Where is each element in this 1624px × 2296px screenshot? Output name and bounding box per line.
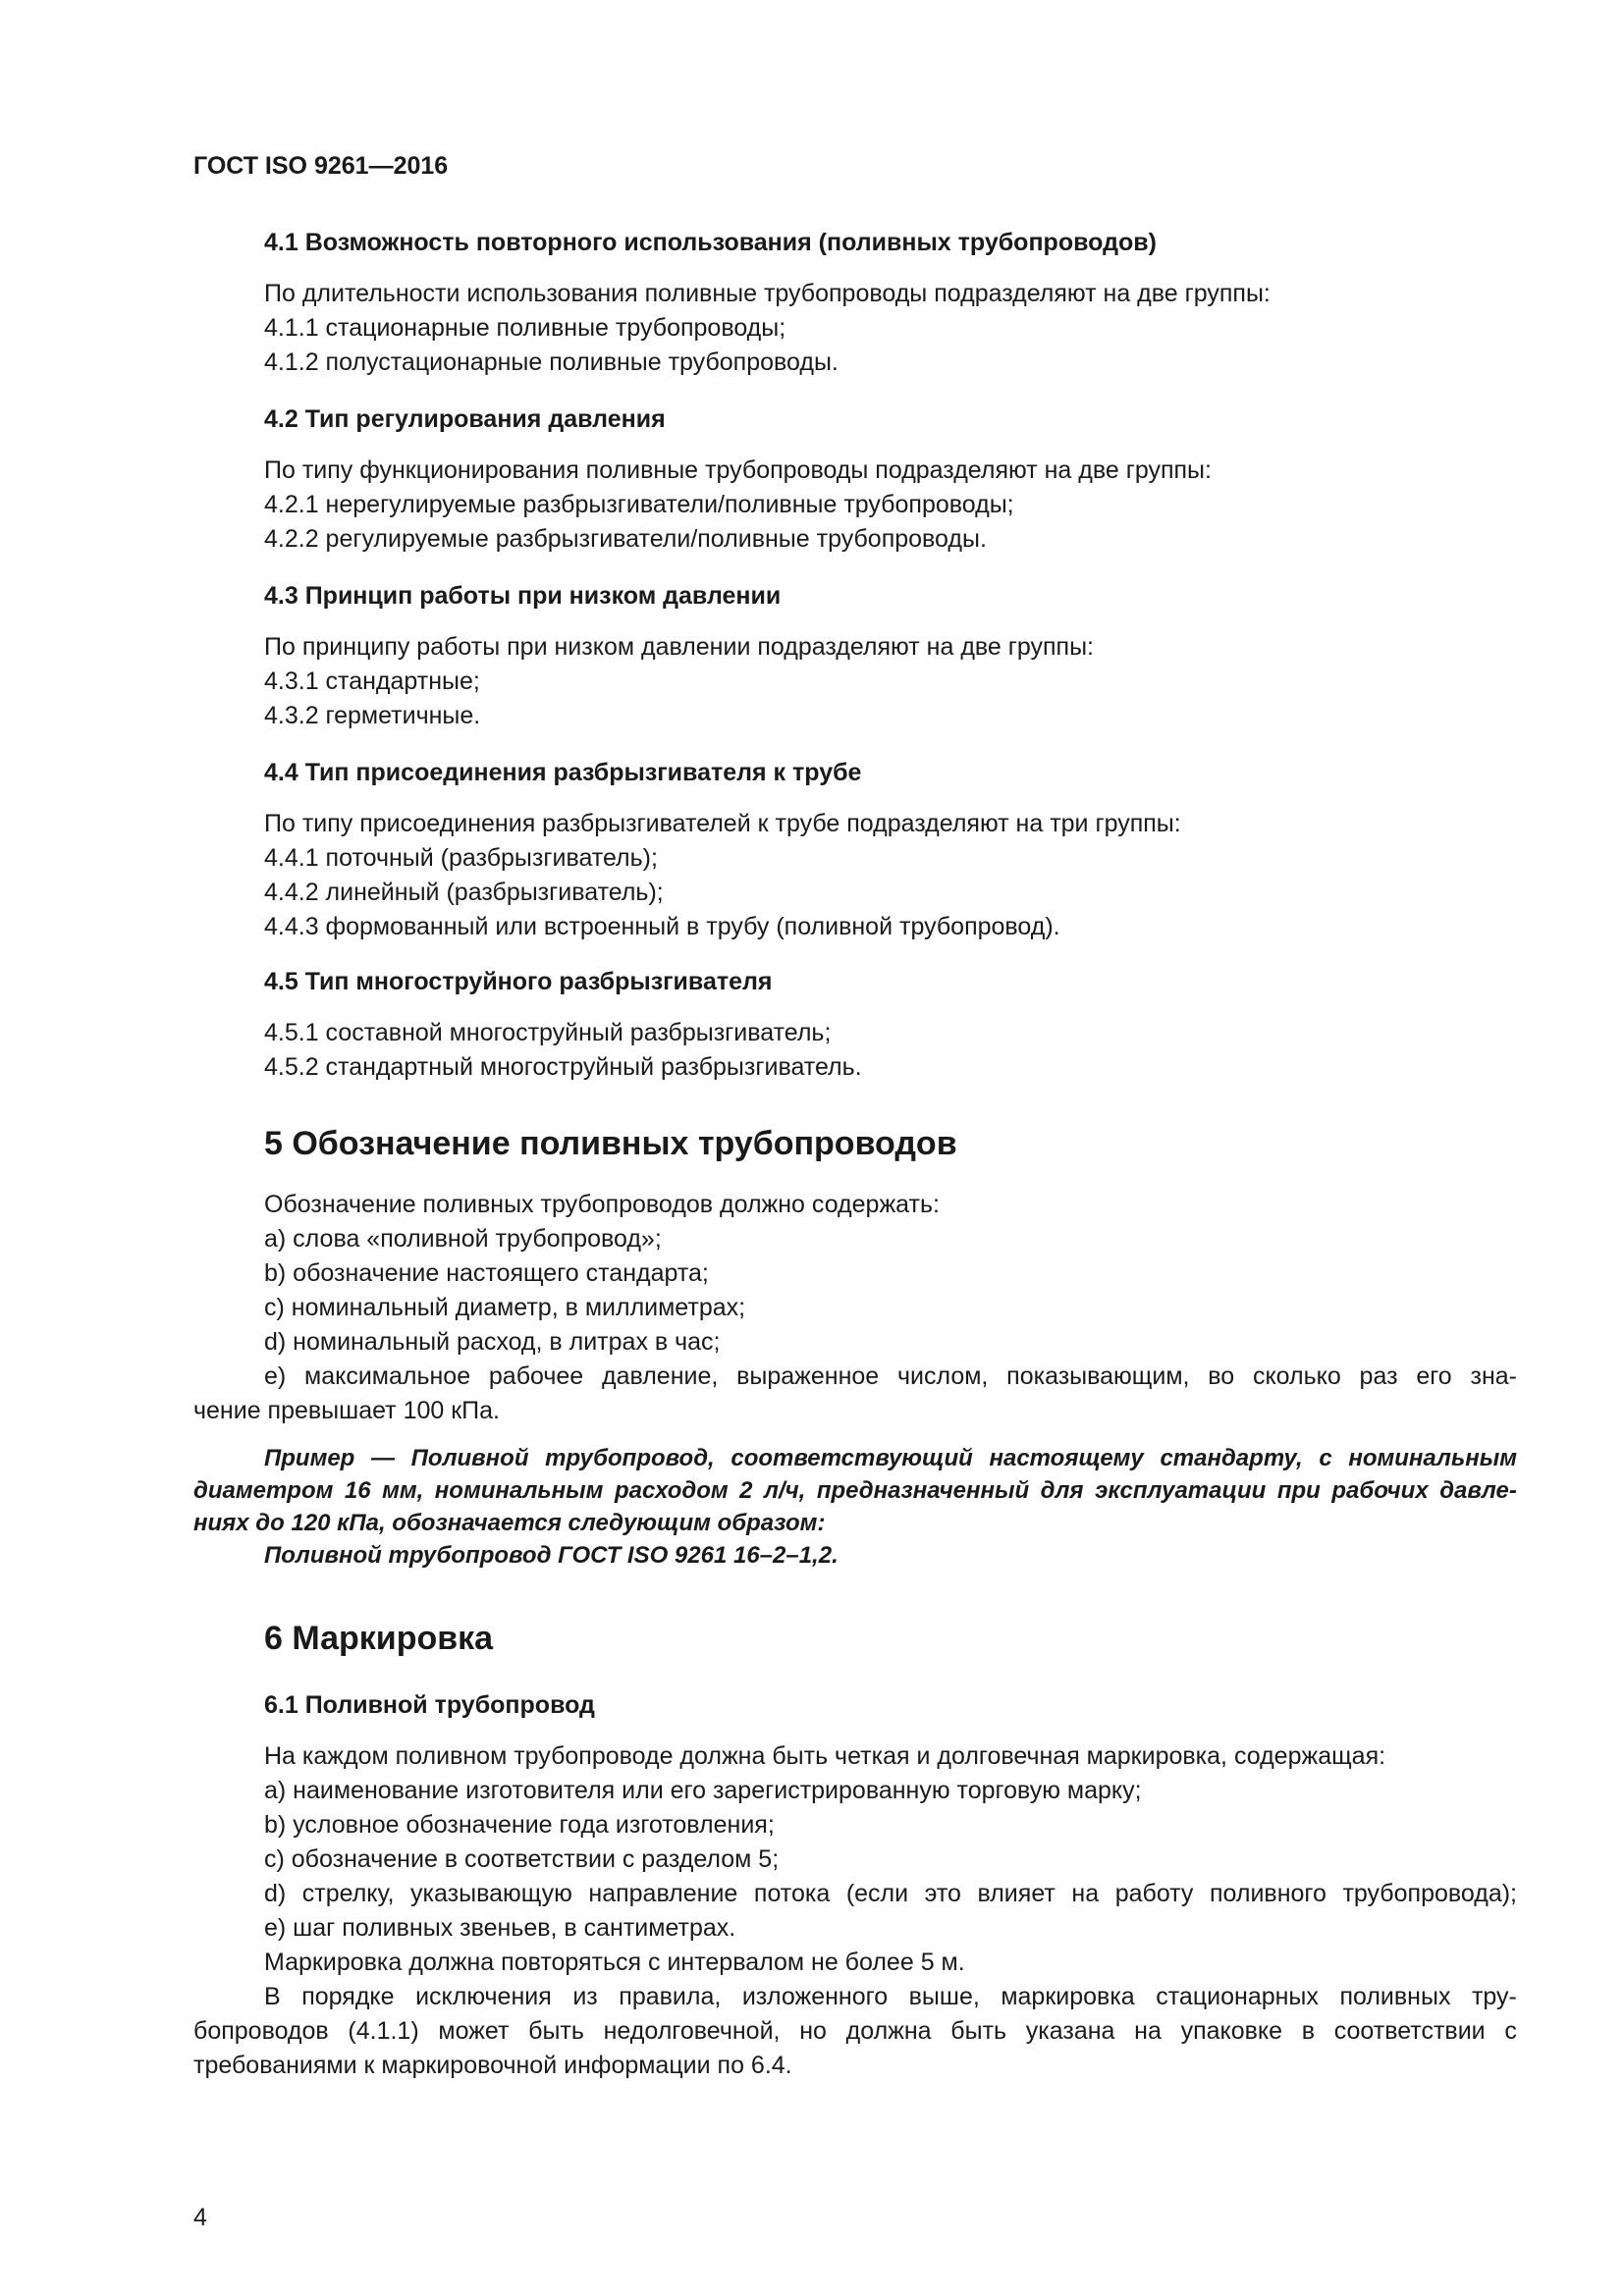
word: 16 xyxy=(344,1477,371,1504)
list-item: c) обозначение в соответствии с разделом 5; xyxy=(264,1845,780,1873)
word: бопроводов xyxy=(193,2017,329,2045)
word: (если xyxy=(845,1880,909,1907)
list-item: 4.4.3 формованный или встроенный в трубу (поливной трубопровод). xyxy=(264,913,1060,940)
word: может xyxy=(438,2017,510,2045)
word: но xyxy=(799,2017,827,2045)
section-6-title: 6 Маркировка xyxy=(264,1620,494,1657)
list-item: a) слова «поливной трубопровод»; xyxy=(264,1225,662,1253)
paragraph-line-3: требованиями к маркировочной информации по 6.4. xyxy=(193,2052,792,2079)
word: Пример xyxy=(264,1445,355,1471)
example-line-4: Поливной трубопровод ГОСТ ISO 9261 16–2–1,2. xyxy=(264,1542,839,1569)
word: предназначенный xyxy=(816,1477,1030,1504)
section-6-1-intro: На каждом поливном трубопроводе должна быть четкая и долговечная маркировка, содержащая: xyxy=(264,1742,1386,1770)
word: выраженное xyxy=(736,1362,880,1390)
word: d) xyxy=(264,1880,287,1907)
word: его xyxy=(1416,1362,1452,1390)
word: показывающим, xyxy=(1006,1362,1190,1390)
word: указывающую xyxy=(410,1880,572,1907)
list-item: 4.3.1 стандартные; xyxy=(264,667,480,695)
list-item-d xyxy=(264,1877,1517,1910)
word: во xyxy=(1208,1362,1235,1390)
section-4-2-intro: По типу функционирования поливные трубопроводы подразделяют на две группы: xyxy=(264,456,1212,484)
example-line-3: ниях до 120 кПа, обозначается следующим образом: xyxy=(193,1510,826,1536)
word: быть xyxy=(950,2017,1007,2045)
word: для xyxy=(1040,1477,1084,1504)
word: потока xyxy=(753,1880,831,1907)
word: соответствующий xyxy=(731,1445,973,1471)
marking-interval: Маркировка должна повторяться с интервалом не более 5 м. xyxy=(264,1949,965,1976)
word: стандарту, xyxy=(1160,1445,1303,1471)
word: из xyxy=(572,1983,598,2010)
word: — xyxy=(371,1445,395,1471)
word: направление xyxy=(588,1880,738,1907)
section-4-4-title: 4.4 Тип присоединения разбрызгивателя к трубе xyxy=(264,759,862,786)
word: расходом xyxy=(614,1477,729,1504)
word: поливного xyxy=(1209,1880,1326,1907)
list-item: 4.4.2 линейный (разбрызгиватель); xyxy=(264,879,664,906)
word: соответствии xyxy=(1333,2017,1486,2045)
word: указана xyxy=(1025,2017,1115,2045)
list-item: c) номинальный диаметр, в миллиметрах; xyxy=(264,1294,746,1321)
page-number: 4 xyxy=(193,2204,207,2231)
word: (4.1.1) xyxy=(348,2017,419,2045)
list-item: 4.1.2 полустационарные поливные трубопроводы. xyxy=(264,348,839,376)
list-item: 4.5.2 стандартный многоструйный разбрызгиватель. xyxy=(264,1053,862,1081)
document-code: ГОСТ ISO 9261—2016 xyxy=(193,152,449,180)
list-item: 4.3.2 герметичные. xyxy=(264,702,481,729)
example-line-2 xyxy=(193,1474,1517,1508)
word: с xyxy=(1504,2017,1517,2045)
word: эксплуатации xyxy=(1095,1477,1267,1504)
word: стационарных xyxy=(1156,1983,1319,2010)
section-4-1-intro: По длительности использования поливные трубопроводы подразделяют на две группы: xyxy=(264,280,1271,307)
word: с xyxy=(1319,1445,1332,1471)
word: влияет xyxy=(977,1880,1056,1907)
paragraph-line-2 xyxy=(193,2014,1517,2048)
word: порядке xyxy=(301,1983,395,2010)
list-item: 4.1.1 стационарные поливные трубопроводы; xyxy=(264,314,786,342)
word: раз xyxy=(1359,1362,1398,1390)
word: рабочих xyxy=(1331,1477,1429,1504)
section-5-title: 5 Обозначение поливных трубопроводов xyxy=(264,1125,957,1162)
word: зна- xyxy=(1470,1362,1517,1390)
list-item: 4.5.1 составной многоструйный разбрызгиватель; xyxy=(264,1019,832,1046)
section-4-5-title: 4.5 Тип многоструйного разбрызгивателя xyxy=(264,968,773,995)
word: настоящему xyxy=(989,1445,1144,1471)
word: должна xyxy=(845,2017,932,2045)
list-item-e-line-1 xyxy=(264,1360,1517,1393)
word: номинальным xyxy=(434,1477,604,1504)
word: маркировка xyxy=(1001,1983,1135,2010)
list-item: 4.2.1 нерегулируемые разбрызгиватели/поливные трубопроводы; xyxy=(264,491,1014,518)
word: при xyxy=(1276,1477,1321,1504)
list-item-e-line-2: чение превышает 100 кПа. xyxy=(193,1397,500,1424)
list-item: b) обозначение настоящего стандарта; xyxy=(264,1259,709,1287)
word: работу xyxy=(1114,1880,1194,1907)
list-item: a) наименование изготовителя или его зарегистрированную торговую марку; xyxy=(264,1777,1142,1804)
word: Поливной xyxy=(410,1445,529,1471)
word: мм, xyxy=(382,1477,424,1504)
word: рабочее xyxy=(488,1362,584,1390)
section-4-4-intro: По типу присоединения разбрызгивателей к трубе подразделяют на три группы: xyxy=(264,810,1181,837)
word: диаметром xyxy=(193,1477,334,1504)
word: в xyxy=(1301,2017,1316,2045)
section-5-intro: Обозначение поливных трубопроводов должно содержать: xyxy=(264,1191,940,1218)
word: числом, xyxy=(896,1362,989,1390)
paragraph-line-1 xyxy=(264,1980,1517,2013)
word: поливных xyxy=(1339,1983,1451,2010)
word: максимальное xyxy=(304,1362,471,1390)
list-item: e) шаг поливных звеньев, в сантиметрах. xyxy=(264,1914,736,1942)
word: это xyxy=(924,1880,961,1907)
word: исключения xyxy=(415,1983,552,2010)
word: трубопровода); xyxy=(1342,1880,1517,1907)
word: давле- xyxy=(1439,1477,1517,1504)
example-line-1 xyxy=(264,1442,1517,1475)
word: давление, xyxy=(602,1362,719,1390)
word: трубопровод, xyxy=(545,1445,715,1471)
word: выше, xyxy=(908,1983,980,2010)
word: В xyxy=(264,1983,281,2010)
word: e) xyxy=(264,1362,287,1390)
word: стрелку, xyxy=(301,1880,395,1907)
word: тру- xyxy=(1471,1983,1517,2010)
section-4-3-title: 4.3 Принцип работы при низком давлении xyxy=(264,582,782,610)
word: 2 xyxy=(739,1477,753,1504)
list-item: 4.4.1 поточный (разбрызгиватель); xyxy=(264,844,658,872)
word: сколько xyxy=(1252,1362,1341,1390)
word: упаковке xyxy=(1180,2017,1283,2045)
section-4-1-title: 4.1 Возможность повторного использования (поливных трубопроводов) xyxy=(264,229,1157,256)
word: изложенного xyxy=(741,1983,889,2010)
word: быть xyxy=(528,2017,584,2045)
list-item: 4.2.2 регулируемые разбрызгиватели/поливные трубопроводы. xyxy=(264,525,987,553)
list-item: d) номинальный расход, в литрах в час; xyxy=(264,1328,721,1356)
word: номинальным xyxy=(1348,1445,1517,1471)
word: правила, xyxy=(619,1983,722,2010)
section-6-1-title: 6.1 Поливной трубопровод xyxy=(264,1691,595,1719)
list-item: b) условное обозначение года изготовления; xyxy=(264,1811,775,1839)
section-4-2-title: 4.2 Тип регулирования давления xyxy=(264,405,666,433)
word: на xyxy=(1134,2017,1162,2045)
word: недолговечной, xyxy=(603,2017,781,2045)
word: л/ч, xyxy=(764,1477,806,1504)
section-4-3-intro: По принципу работы при низком давлении подразделяют на две группы: xyxy=(264,633,1094,661)
word: на xyxy=(1071,1880,1100,1907)
